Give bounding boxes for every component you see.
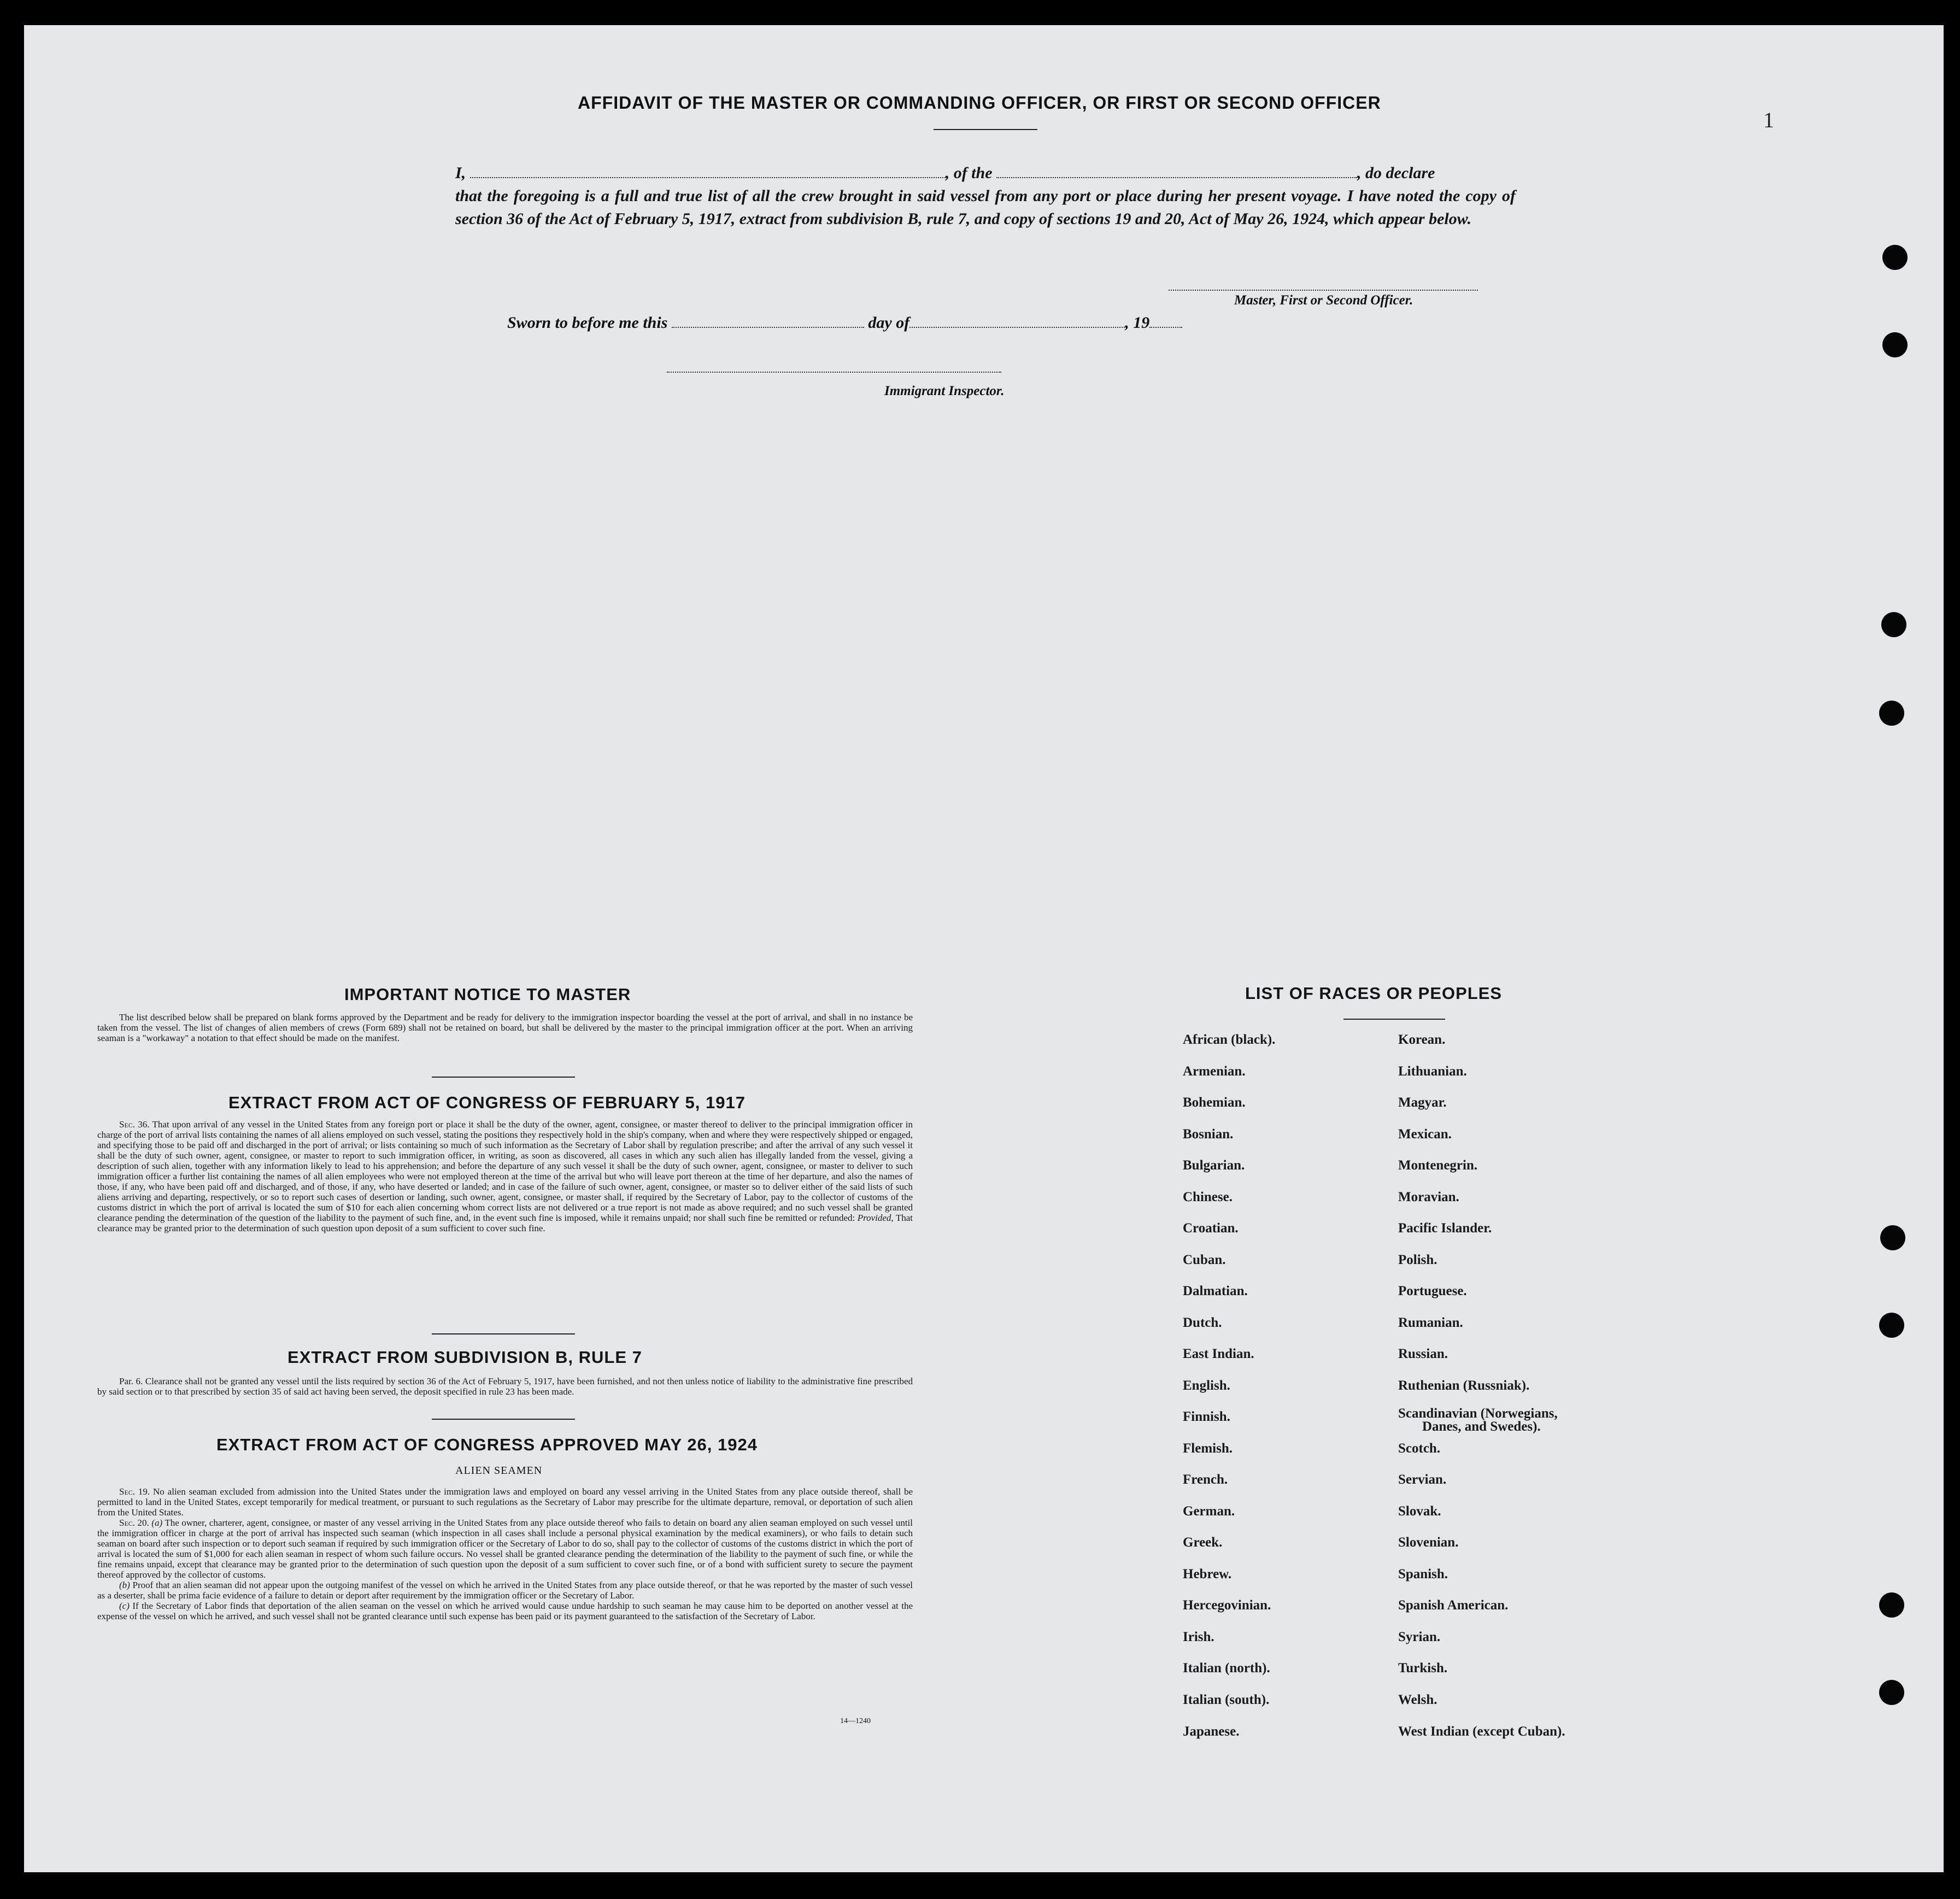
- notice-title: IMPORTANT NOTICE TO MASTER: [344, 985, 631, 1004]
- race-item: West Indian (except Cuban).: [1398, 1724, 1565, 1739]
- race-item: Rumanian.: [1398, 1315, 1463, 1330]
- extract-1917-text: [97, 1119, 913, 1233]
- sec36-label: Sec. 36.: [119, 1119, 150, 1130]
- race-item: Montenegrin.: [1398, 1158, 1478, 1173]
- sec36-paragraph: [97, 1119, 913, 1233]
- vessel-field[interactable]: [996, 164, 1357, 178]
- race-item: African (black).: [1183, 1032, 1276, 1047]
- title-underline: [934, 129, 1037, 130]
- sworn-line: [507, 314, 1182, 332]
- year-prefix: , 19: [1125, 314, 1150, 332]
- sworn-year-field[interactable]: [1149, 314, 1182, 328]
- race-item: Slovenian.: [1398, 1535, 1459, 1550]
- extract-1924-title: EXTRACT FROM ACT OF CONGRESS APPROVED MAY 26, 1924: [216, 1435, 758, 1454]
- race-item: Spanish.: [1398, 1566, 1448, 1581]
- races-title: LIST OF RACES OR PEOPLES: [1245, 984, 1503, 1003]
- extract-1917-title: EXTRACT FROM ACT OF CONGRESS OF FEBRUARY 5, 1917: [228, 1093, 746, 1112]
- race-item: Scandinavian (Norwegians,: [1398, 1406, 1558, 1421]
- race-item: Cuban.: [1183, 1252, 1226, 1267]
- race-item: Polish.: [1398, 1252, 1437, 1267]
- race-item: Croatian.: [1183, 1221, 1239, 1236]
- sec20-label: Sec. 20.: [119, 1518, 149, 1528]
- race-item: Magyar.: [1398, 1095, 1447, 1110]
- race-item: Lithuanian.: [1398, 1063, 1467, 1079]
- race-item: Dalmatian.: [1183, 1284, 1248, 1298]
- notice-paragraph: The list described below shall be prepared on blank forms approved by the Department and be ready for delivery to the immigration inspector boarding the vessel at the port of arrival, and shall in no instance be taken from the vessel. The list of changes of alien members of crews (Form 689) shall not be retained on board, but shall be delivered by the master to the principal immigration officer at the port. When an arriving seaman is a "workaway" a notation to that effect should be made on the manifest.: [97, 1012, 913, 1043]
- binder-hole: [1879, 1680, 1904, 1705]
- race-item: Hercegovinian.: [1183, 1598, 1271, 1613]
- race-item: French.: [1183, 1472, 1228, 1487]
- races-title-underline: [1343, 1019, 1445, 1020]
- race-item: Pacific Islander.: [1398, 1221, 1492, 1236]
- affidavit-of-the: , of the: [945, 164, 993, 182]
- race-item: Turkish.: [1398, 1661, 1448, 1675]
- race-item-continuation: Danes, and Swedes).: [1422, 1419, 1541, 1434]
- affidavit-title: AFFIDAVIT OF THE MASTER OR COMMANDING OFFICER, OR FIRST OR SECOND OFFICER: [578, 93, 1381, 113]
- sec20c-text: If the Secretary of Labor finds that deportation of the alien seaman on the vessel on which he arrived would cause undue hardship to such seaman he may cause him to be deported on another vessel at the expense of the vessel on which he arrived, and such vessel shall not be granted clearance until such expense has been paid or its payment guaranteed to the satisfaction of the Secretary of Labor.: [97, 1601, 913, 1621]
- race-item: Greek.: [1183, 1535, 1223, 1550]
- race-item: Servian.: [1398, 1472, 1447, 1487]
- master-signature-line[interactable]: [1169, 290, 1478, 291]
- race-item: Finnish.: [1183, 1409, 1230, 1424]
- race-item: Italian (north).: [1183, 1661, 1270, 1675]
- race-item: Bulgarian.: [1183, 1158, 1245, 1173]
- race-item: Scotch.: [1398, 1441, 1441, 1456]
- affidavit-i: I,: [455, 164, 466, 182]
- section-divider: [432, 1077, 575, 1078]
- sec19-label: Sec. 19.: [119, 1486, 150, 1497]
- binder-hole: [1880, 1225, 1905, 1250]
- binder-hole: [1879, 1313, 1904, 1338]
- binder-hole: [1879, 1592, 1904, 1618]
- binder-hole: [1882, 245, 1908, 270]
- provided-word: Provided,: [857, 1213, 894, 1223]
- sec20b-text: Proof that an alien seaman did not appear upon the outgoing manifest of the vessel on which he arrived in the United States from any place outside thereof, or that he was reported by the master of such vessel as a deserter, shall be prima facie evidence of a failure to detain or deport after requirement by the immigration officer or the Secretary of Labor.: [97, 1580, 913, 1601]
- section-divider: [432, 1333, 575, 1334]
- binder-hole: [1881, 612, 1906, 637]
- race-item: Irish.: [1183, 1629, 1214, 1644]
- sec20b-paragraph: [97, 1580, 913, 1601]
- sworn-day-field[interactable]: [672, 314, 864, 328]
- sec20b-mark: (b): [119, 1580, 130, 1590]
- rule7-paragraph: Par. 6. Clearance shall not be granted any vessel until the lists required by section 36 of the Act of February 5, 1917, have been furnished, and not then unless notice of liability to the administrative fine prescribed by said section or to that prescribed by section 35 of said act having been served, the deposit specified in rule 23 has been made.: [97, 1376, 913, 1397]
- inspector-signature-label: Immigrant Inspector.: [884, 384, 1005, 398]
- extract-rule7-title: EXTRACT FROM SUBDIVISION B, RULE 7: [287, 1348, 642, 1367]
- affidavit-do-declare: , do declare: [1357, 164, 1435, 182]
- sec20a-mark: (a): [151, 1518, 163, 1528]
- affidavit-declaration-line: [455, 162, 1516, 185]
- affidavit-body: that the foregoing is a full and true list of all the crew brought in said vessel from any port or place during her present voyage. I have noted the copy of section 36 of the Act of February 5, 1917, extract from subdivision B, rule 7, and copy of sections 19 and 20, Act of May 26, 1924, which appear below.: [455, 187, 1516, 228]
- race-item: Bohemian.: [1183, 1095, 1246, 1110]
- sec20c-paragraph: [97, 1601, 913, 1621]
- race-item: Armenian.: [1183, 1063, 1246, 1079]
- race-item: Italian (south).: [1183, 1692, 1270, 1707]
- sworn-month-field[interactable]: [909, 314, 1125, 328]
- race-item: English.: [1183, 1378, 1230, 1393]
- sec19-paragraph: [97, 1486, 913, 1518]
- race-item: Ruthenian (Russniak).: [1398, 1378, 1530, 1393]
- race-item: Moravian.: [1398, 1189, 1459, 1204]
- race-item: Hebrew.: [1183, 1566, 1232, 1581]
- race-item: Portuguese.: [1398, 1284, 1467, 1298]
- affidavit-text: [455, 162, 1516, 231]
- race-item: Mexican.: [1398, 1126, 1452, 1142]
- sec20c-mark: (c): [119, 1601, 130, 1611]
- master-signature-label: Master, First or Second Officer.: [1234, 293, 1413, 308]
- sec20a-text: The owner, charterer, agent, consignee, or master of any vessel arriving in the United States from any place outside thereof who fails to detain on board any alien seaman employed on such vessel until the immigration officer in charge at the port of arrival has inspected such seaman (which inspection in all cases shall include a personal physical examination by the medical examiners), or who fails to detain such seaman on board after such inspection or to deport such seaman if required by such immigration officer or the Secretary of Labor to do so, shall pay to the collector of customs of the customs district in which the port of arrival is located the sum of $1,000 for each alien seaman in respect of whom such failure occurs. No vessel shall be granted clearance pending the determination of the liability to the payment of such fine, or while the fine remains unpaid, except that clearance may be granted prior to the determination of such question upon the deposit of a sum sufficient to cover such fine, or of a bond with sufficient surety to secure the payment thereof approved by the collector of customs.: [97, 1518, 913, 1580]
- race-item: Syrian.: [1398, 1629, 1441, 1644]
- extract-1924-text: [97, 1486, 913, 1621]
- sec19-text: No alien seaman excluded from admission into the United States under the immigration laws and employed on board any vessel arriving in the United States from any place outside thereof, shall be permitted to land in the United States, except temporarily for medical treatment, or pursuant to such regulations as the Secretary of Labor may prescribe for the ultimate departure, removal, or deportation of such alien from the United States.: [97, 1486, 913, 1518]
- race-item: Flemish.: [1183, 1441, 1233, 1456]
- sec36-text-end: That clearance may be granted prior to the determination of such question upon deposit of a sum sufficient to cover such fine.: [97, 1213, 913, 1233]
- race-item: Welsh.: [1398, 1692, 1437, 1707]
- race-item: German.: [1183, 1503, 1235, 1519]
- section-divider: [432, 1419, 575, 1420]
- race-item: Russian.: [1398, 1347, 1448, 1361]
- binder-hole: [1882, 332, 1908, 357]
- race-item: Dutch.: [1183, 1315, 1222, 1330]
- form-number: 14—1240: [840, 1717, 871, 1725]
- day-of-text: day of: [868, 314, 910, 332]
- race-item: East Indian.: [1183, 1347, 1254, 1361]
- name-field[interactable]: [470, 164, 946, 178]
- sec36-text: That upon arrival of any vessel in the United States from any foreign port or place it shall be the duty of the owner, agent, consignee, or master thereof to deliver to the principal immigration officer in charge of the port of arrival lists containing the names of all aliens employed on such vessel, stating the positions they respectively hold in the ship's company, when and where they were respectively shipped or engaged, and specifying those to be paid off and discharged in the port of arrival; or lists containing so much of such information as the Secretary of Labor shall by regulation prescribe; and after the arrival of any such vessel it shall be the duty of such owner, agent, consignee, or master to report to such immigration officer, in writing, as soon as discovered, all cases in which any such alien has illegally landed from the vessel, giving a description of such alien, together with any information likely to lead to his apprehension; and before the departure of any such vessel it shall be the duty of such owner, agent, consignee, or master to deliver to such immigration officer a further list containing the names of all alien employees who were not employed thereon at the time of the arrival but who will leave port thereon at the time of her departure, and also the names of those, if any, who have been paid off and discharged, and of those, if any, who have deserted or landed; and in case of the failure of such owner, agent, consignee, or master so to deliver either of the said lists of such aliens arriving and departing, respectively, or so to report such cases of desertion or landing, such owner, agent, consignee, or master shall, if required by the Secretary of Labor, pay to the collector of customs of the customs district in which the port of arrival is located the sum of $10 for each alien concerning whom correct lists are not delivered or a true report is not made as above required; and no such vessel shall be granted clearance pending the determination of the question of the liability to the payment of such fine, and, in the event such fine is imposed, while it remains unpaid; nor shall such fine be remitted or refunded:: [97, 1119, 913, 1223]
- extract-rule7-text: [97, 1376, 913, 1397]
- binder-hole: [1879, 701, 1904, 726]
- race-item: Japanese.: [1183, 1724, 1240, 1739]
- race-item: Korean.: [1398, 1032, 1446, 1047]
- race-item: Bosnian.: [1183, 1126, 1234, 1142]
- notice-text: [97, 1012, 913, 1043]
- race-item: Spanish American.: [1398, 1598, 1509, 1613]
- race-item: Chinese.: [1183, 1189, 1233, 1204]
- sworn-text: Sworn to before me this: [507, 314, 668, 332]
- page-mark: 1: [1763, 108, 1774, 132]
- race-item: Slovak.: [1398, 1503, 1441, 1519]
- alien-seamen-subtitle: ALIEN SEAMEN: [455, 1465, 543, 1477]
- sec20a-paragraph: [97, 1518, 913, 1580]
- inspector-signature-line[interactable]: [667, 372, 1001, 373]
